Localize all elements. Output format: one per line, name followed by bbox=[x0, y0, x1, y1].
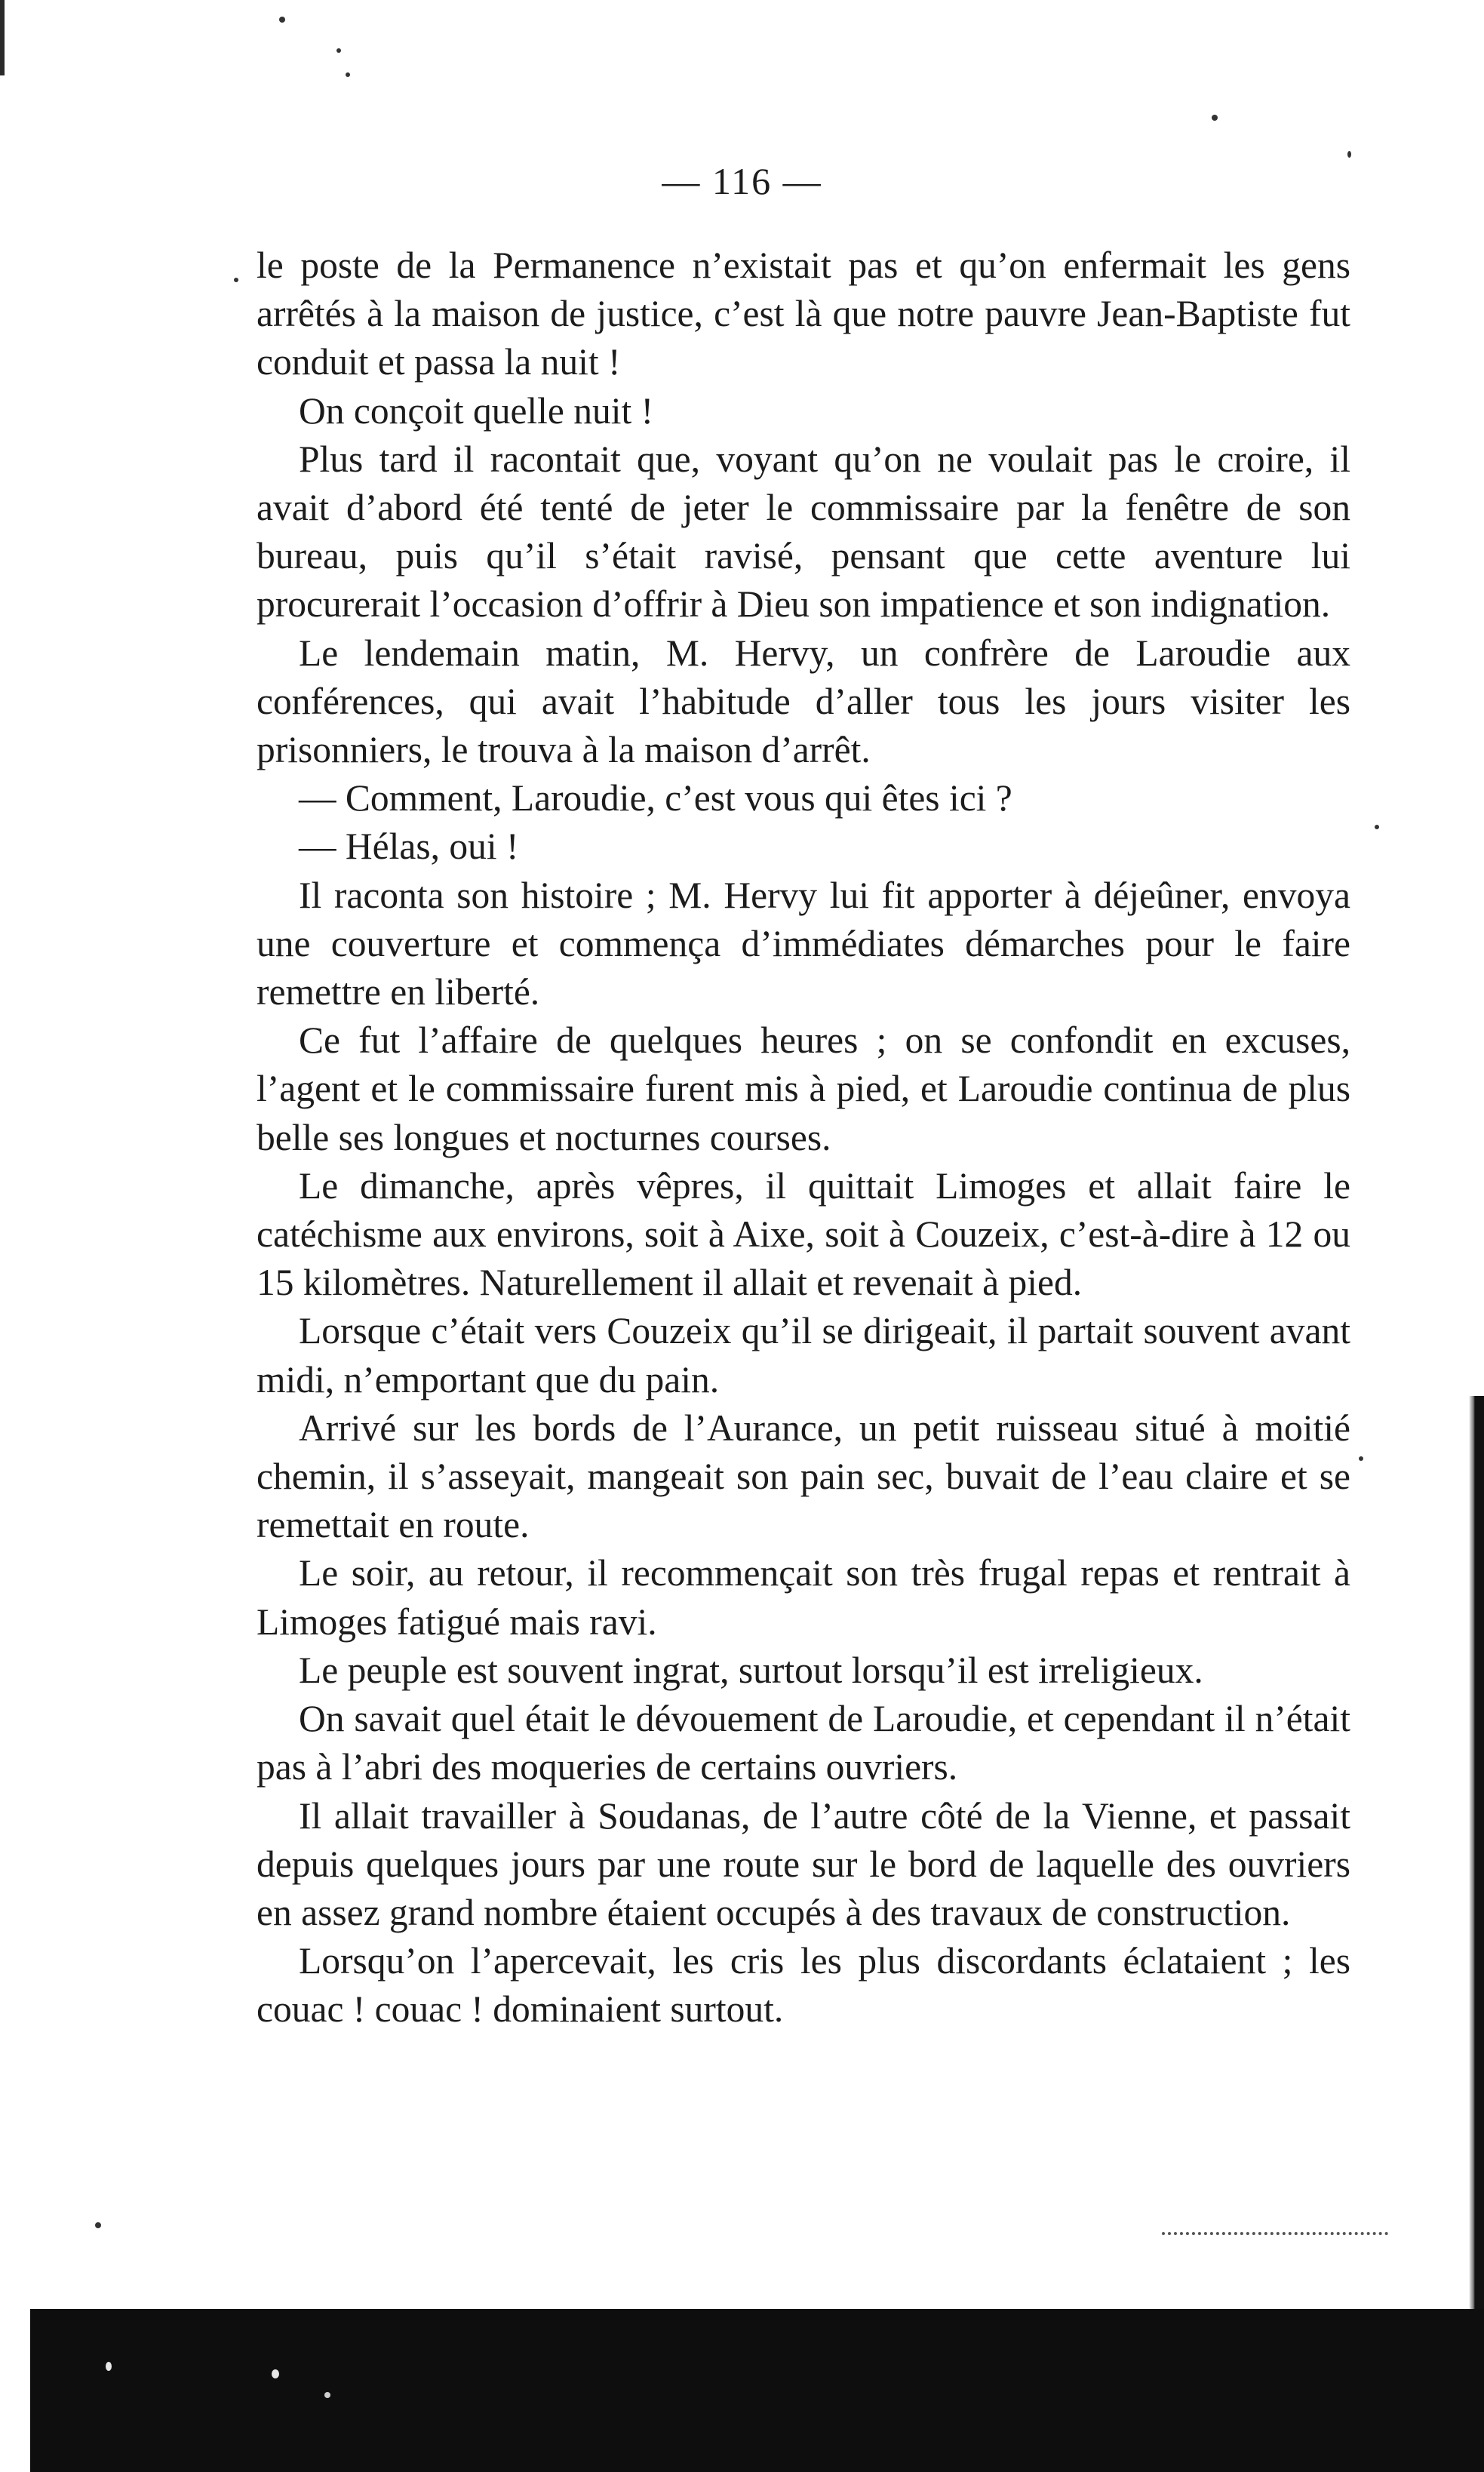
ink-speck bbox=[1375, 825, 1379, 829]
left-page-edge bbox=[0, 0, 5, 75]
paragraph: Ce fut l’affaire de quelques heures ; on se confondit en excuses, l’agent et le commissaire furent mis à pied, et Laroudie continua de plus belle ses longues et nocturnes courses. bbox=[257, 1019, 1350, 1158]
page-number: — 116 — bbox=[662, 160, 822, 202]
dialogue-line: — Comment, Laroudie, c’est vous qui êtes ici ? bbox=[299, 777, 1012, 819]
ink-speck bbox=[1347, 151, 1351, 158]
ink-speck bbox=[336, 48, 341, 53]
paragraph: Arrivé sur les bords de l’Aurance, un petit ruisseau situé à moitié chemin, il s’asseyait, mangeait son pain sec, buvait de l’eau claire et se remettait en route. bbox=[257, 1407, 1350, 1546]
paragraph: Lorsque c’était vers Couzeix qu’il se dirigeait, il partait souvent avant midi, n’emportant que du pain. bbox=[257, 1310, 1350, 1400]
paragraph: Le soir, au retour, il recommençait son très frugal repas et rentrait à Limoges fatigué mais ravi. bbox=[257, 1552, 1350, 1643]
ink-speck bbox=[1359, 1456, 1363, 1461]
dialogue-line: — Hélas, oui ! bbox=[299, 826, 519, 868]
paragraph: On conçoit quelle nuit ! bbox=[299, 389, 654, 432]
paragraph: Le peuple est souvent ingrat, surtout lorsqu’il est irreligieux. bbox=[299, 1649, 1203, 1691]
paragraph: Le lendemain matin, M. Hervy, un confrère de Laroudie aux conférences, qui avait l’habitude d’aller tous les jours visiter les prisonniers, le trouva à la maison d’arrêt. bbox=[257, 632, 1350, 771]
ink-speck bbox=[95, 2222, 101, 2228]
paragraph: On savait quel était le dévouement de Laroudie, et cependant il n’était pas à l’abri des moqueries de certains ouvriers. bbox=[257, 1698, 1350, 1788]
ink-speck bbox=[346, 72, 350, 77]
scan-speck bbox=[106, 2362, 112, 2371]
ink-speck bbox=[1212, 115, 1218, 121]
end-rule bbox=[1162, 2232, 1388, 2240]
paragraph-continuation: le poste de la Permanence n’existait pas et qu’on enfermait les gens arrêtés à la maison de justice, c’est là que notre pauvre Jean-Baptiste fut conduit et passa la nuit ! bbox=[257, 244, 1350, 383]
scan-speck bbox=[272, 2369, 279, 2378]
paragraph: Il raconta son histoire ; M. Hervy lui fit apporter à déjeûner, envoya une couverture et commença d’immédiates démarches pour le faire remettre en liberté. bbox=[257, 874, 1350, 1013]
paragraph: Le dimanche, après vêpres, il quittait Limoges et allait faire le catéchisme aux environs, soit à Aixe, soit à Couzeix, c’est-à-dire à 12 ou 15 kilomètres. Naturellement il allait et revenait à pied. bbox=[257, 1164, 1350, 1304]
scan-bottom-border bbox=[30, 2309, 1484, 2472]
scan-speck bbox=[324, 2392, 330, 2398]
paragraph: Il allait travailler à Soudanas, de l’autre côté de la Vienne, et passait depuis quelques jours par une route sur le bord de laquelle des ouvriers en assez grand nombre étaient occupés à des travaux de construction. bbox=[257, 1794, 1350, 1933]
paragraph: Lorsqu’on l’apercevait, les cris les plus discordants éclataient ; les couac ! couac ! dominaient surtout. bbox=[257, 1940, 1350, 2031]
body-text bbox=[257, 241, 1350, 2034]
paragraph: Plus tard il racontait que, voyant qu’on ne voulait pas le croire, il avait d’abord été tenté de jeter le commissaire par la fenêtre de son bureau, puis qu’il s’était ravisé, pensant que cette aventure lui procurerait l’occasion d’offrir à Dieu son impatience et son indignation. bbox=[257, 438, 1350, 626]
ink-speck bbox=[234, 278, 238, 282]
ink-speck bbox=[279, 17, 285, 23]
